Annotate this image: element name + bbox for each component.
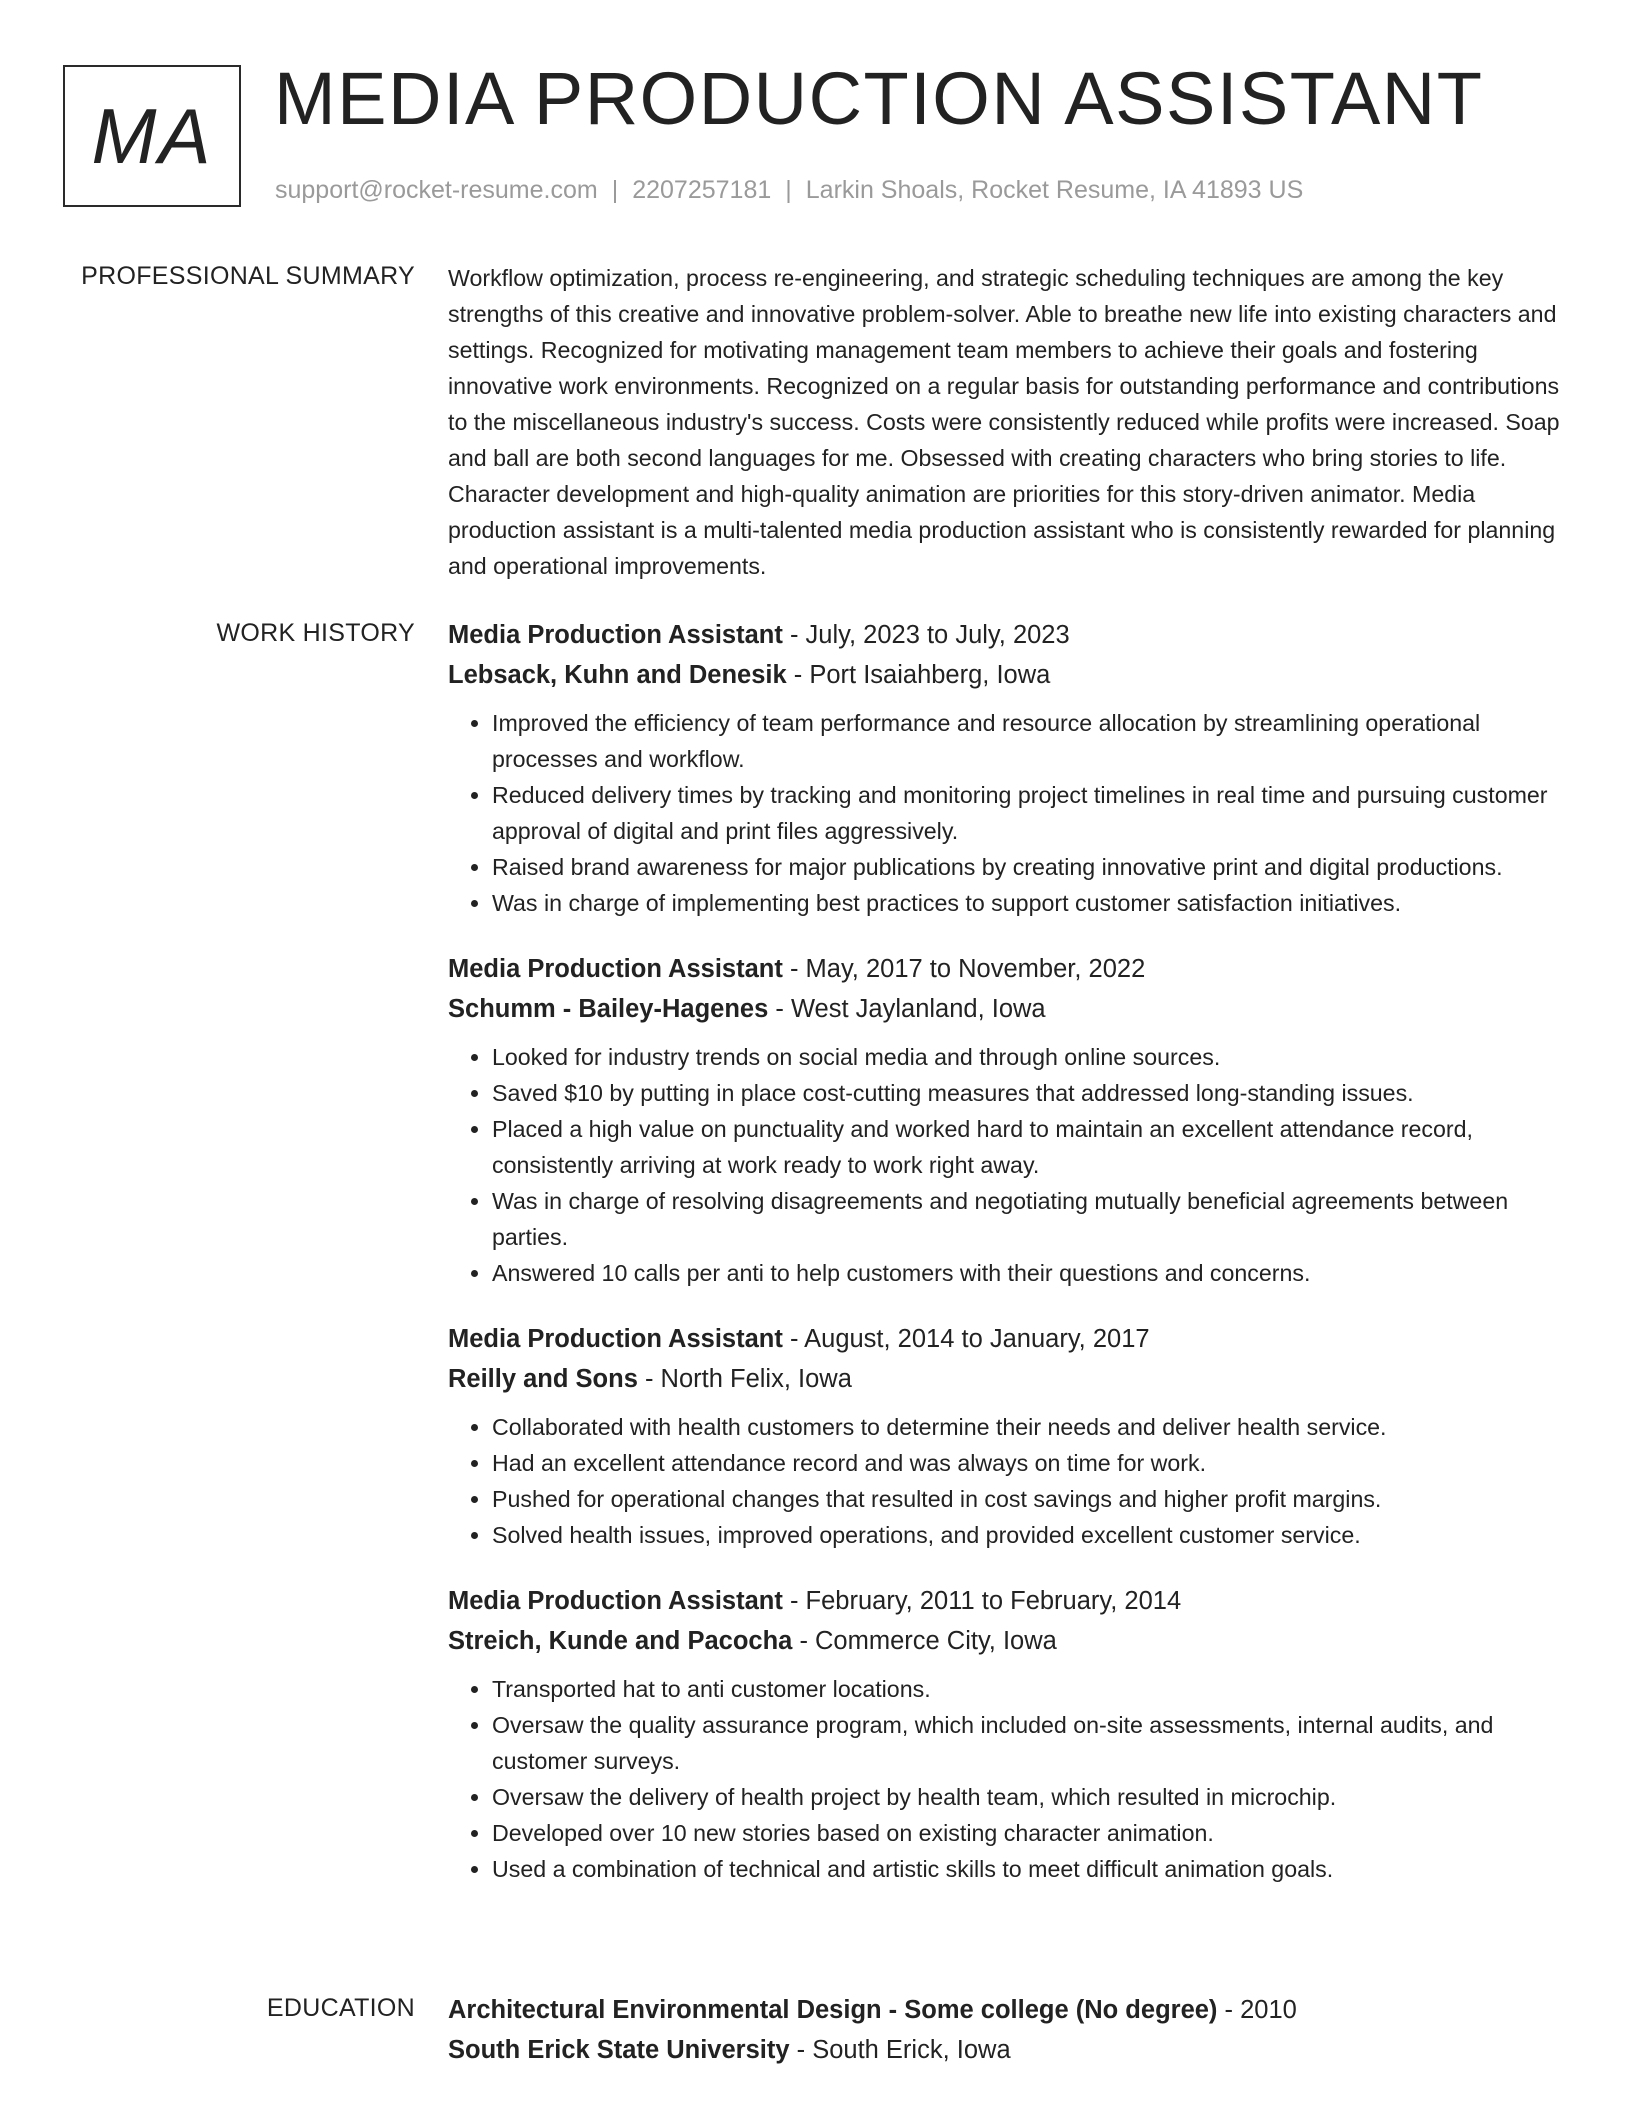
job-title-line: [448, 615, 1568, 655]
education-year: - 2010: [1224, 1996, 1297, 2024]
job-company: Schumm - Bailey-Hagenes: [448, 995, 769, 1023]
job-title-line: [448, 1581, 1568, 1621]
monogram-initials: MA: [91, 91, 213, 180]
job-bullet: • Saved $10 by putting in place cost-cutting measures that addressed long-standing issues.: [492, 1075, 1568, 1111]
job-bullets: [448, 1039, 1568, 1291]
contact-address: Larkin Shoals, Rocket Resume, IA 41893 US: [805, 176, 1304, 204]
job-title-line: [448, 1319, 1568, 1359]
education-content: [448, 1990, 1568, 2098]
job-bullet: • Transported hat to anti customer locations.: [492, 1671, 1568, 1707]
job-bullet: • Used a combination of technical and artistic skills to meet difficult animation goals.: [492, 1851, 1568, 1887]
job-bullet: • Developed over 10 new stories based on existing character animation.: [492, 1815, 1568, 1851]
summary-heading: PROFESSIONAL SUMMARY: [81, 262, 415, 290]
contact-line: [275, 176, 1303, 205]
job-bullet: • Improved the efficiency of team performance and resource allocation by streamlining operational processes and workflow.: [492, 705, 1568, 777]
job-bullet: • Raised brand awareness for major publications by creating innovative print and digital productions.: [492, 849, 1568, 885]
contact-separator: |: [785, 176, 792, 204]
job-title: Media Production Assistant: [448, 621, 783, 649]
job-company-line: [448, 1621, 1568, 1661]
job-location: - West Jaylanland, Iowa: [775, 995, 1046, 1023]
job-dates: - May, 2017 to November, 2022: [789, 955, 1146, 983]
job-entry: [448, 1581, 1568, 1887]
job-title: Media Production Assistant: [448, 1325, 783, 1353]
education-degree: Architectural Environmental Design - Some college (No degree): [448, 1996, 1218, 2024]
job-bullet: • Had an excellent attendance record and was always on time for work.: [492, 1445, 1568, 1481]
job-bullet: • Solved health issues, improved operations, and provided excellent customer service.: [492, 1517, 1568, 1553]
job-bullet: • Oversaw the delivery of health project by health team, which resulted in microchip.: [492, 1779, 1568, 1815]
job-company-line: [448, 989, 1568, 1029]
education-school-line: [448, 2030, 1568, 2070]
education-degree-line: [448, 1990, 1568, 2030]
education-entry: [448, 1990, 1568, 2070]
education-location: - South Erick, Iowa: [796, 2036, 1011, 2064]
monogram-box: [63, 65, 241, 207]
job-entry: [448, 615, 1568, 921]
job-bullet: • Looked for industry trends on social media and through online sources.: [492, 1039, 1568, 1075]
job-company: Reilly and Sons: [448, 1365, 638, 1393]
contact-separator: |: [611, 176, 619, 204]
contact-email[interactable]: support@rocket-resume.com: [275, 176, 598, 204]
contact-phone[interactable]: 2207257181: [632, 176, 772, 204]
summary-text: Workflow optimization, process re-engineering, and strategic scheduling techniques are among the key strengths of this creative and innovative problem-solver. Able to breathe new life into existing characters and settings. Recognized for motivating management team members to achieve their goals and fostering innovative work environments. Recognized on a regular basis for outstanding performance and contributions to the miscellaneous industry's success. Costs were consistently reduced while profits were increased. Soap and ball are both second languages for me. Obsessed with creating characters who bring stories to life. Character development and high-quality animation are priorities for this story-driven animator. Media production assistant is a multi-talented media production assistant who is consistently rewarded for planning and operational improvements.: [448, 265, 1560, 579]
job-bullet: • Placed a high value on punctuality and worked hard to maintain an excellent attendance record, consistently arriving at work ready to work right away.: [492, 1111, 1568, 1183]
job-dates: - February, 2011 to February, 2014: [789, 1587, 1182, 1615]
job-bullet: • Pushed for operational changes that resulted in cost savings and higher profit margins.: [492, 1481, 1568, 1517]
job-bullet: • Was in charge of resolving disagreements and negotiating mutually beneficial agreements between parties.: [492, 1183, 1568, 1255]
job-title-line: [448, 949, 1568, 989]
summary-content: [448, 260, 1568, 584]
job-entry: [448, 1319, 1568, 1553]
job-bullets: [448, 1671, 1568, 1887]
job-bullets: [448, 1409, 1568, 1553]
job-dates: - July, 2023 to July, 2023: [789, 621, 1070, 649]
job-title: Media Production Assistant: [448, 1587, 783, 1615]
job-location: - North Felix, Iowa: [644, 1365, 852, 1393]
job-bullet: • Answered 10 calls per anti to help customers with their questions and concerns.: [492, 1255, 1568, 1291]
job-location: - Commerce City, Iowa: [799, 1627, 1057, 1655]
resume-title: MEDIA PRODUCTION ASSISTANT: [274, 57, 1484, 140]
work-history-content: [448, 615, 1568, 1915]
education-school: South Erick State University: [448, 2036, 790, 2064]
job-bullet: • Collaborated with health customers to determine their needs and deliver health service.: [492, 1409, 1568, 1445]
job-company: Lebsack, Kuhn and Denesik: [448, 661, 787, 689]
job-dates: - August, 2014 to January, 2017: [789, 1325, 1150, 1353]
job-company: Streich, Kunde and Pacocha: [448, 1627, 793, 1655]
job-company-line: [448, 655, 1568, 695]
job-location: - Port Isaiahberg, Iowa: [793, 661, 1051, 689]
education-heading: EDUCATION: [266, 1994, 415, 2022]
job-bullet: • Was in charge of implementing best practices to support customer satisfaction initiatives.: [492, 885, 1568, 921]
job-bullet: • Oversaw the quality assurance program, which included on-site assessments, internal audits, and customer surveys.: [492, 1707, 1568, 1779]
job-bullet: • Reduced delivery times by tracking and monitoring project timelines in real time and pursuing customer approval of digital and print files aggressively.: [492, 777, 1568, 849]
job-entry: [448, 949, 1568, 1291]
job-title: Media Production Assistant: [448, 955, 783, 983]
job-company-line: [448, 1359, 1568, 1399]
work-history-heading: WORK HISTORY: [216, 619, 415, 647]
job-bullets: [448, 705, 1568, 921]
